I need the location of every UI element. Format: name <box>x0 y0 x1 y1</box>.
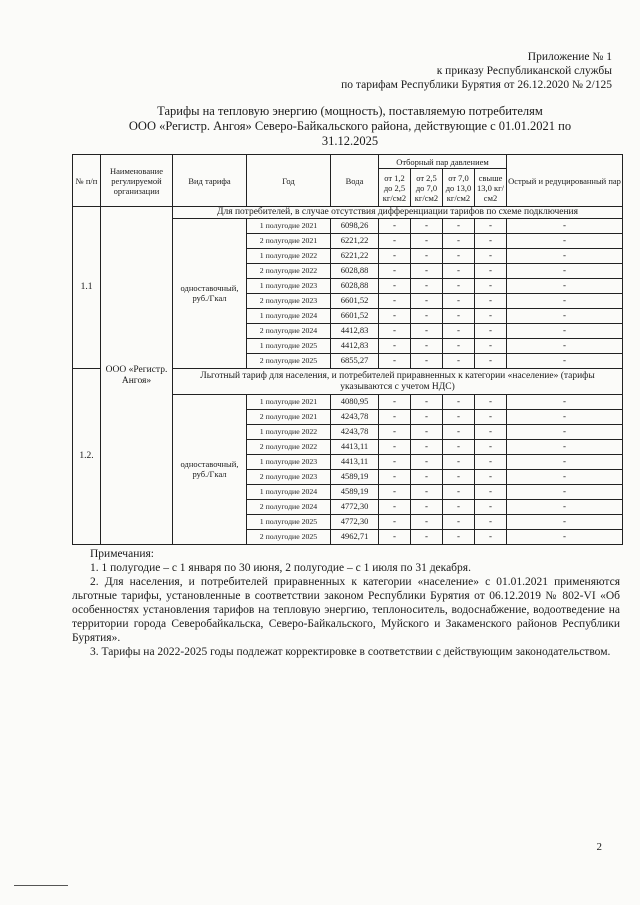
water-value-cell: 4772,30 <box>331 515 379 530</box>
dash-cell: - <box>411 455 443 470</box>
dash-cell: - <box>443 339 475 354</box>
period-cell: 1 полугодие 2022 <box>247 249 331 264</box>
period-cell: 1 полугодие 2023 <box>247 279 331 294</box>
dash-cell: - <box>443 249 475 264</box>
dash-cell: - <box>507 440 623 455</box>
dash-cell: - <box>443 354 475 369</box>
header-num: № п/п <box>73 155 101 207</box>
period-cell: 1 полугодие 2025 <box>247 515 331 530</box>
water-value-cell: 4413,11 <box>331 455 379 470</box>
header-year: Год <box>247 155 331 207</box>
water-value-cell: 4243,78 <box>331 410 379 425</box>
dash-cell: - <box>379 234 411 249</box>
annex-line: Приложение № 1 <box>527 51 612 63</box>
dash-cell: - <box>475 234 507 249</box>
annex-header <box>341 50 612 92</box>
water-value-cell: 4412,83 <box>331 324 379 339</box>
section-number: 1.2. <box>73 369 101 545</box>
title-line: Тарифы на тепловую энергию (мощность), поставляемую потребителям <box>157 104 543 118</box>
dash-cell: - <box>379 219 411 234</box>
dash-cell: - <box>411 249 443 264</box>
dash-cell: - <box>475 500 507 515</box>
note-item: 3. Тарифы на 2022-2025 годы подлежат корректировке в соответствии с действующим законодательством. <box>90 646 611 658</box>
period-cell: 1 полугодие 2024 <box>247 309 331 324</box>
dash-cell: - <box>475 425 507 440</box>
water-value-cell: 6221,22 <box>331 249 379 264</box>
period-cell: 2 полугодие 2022 <box>247 264 331 279</box>
period-cell: 2 полугодие 2025 <box>247 530 331 545</box>
dash-cell: - <box>507 339 623 354</box>
water-value-cell: 4243,78 <box>331 425 379 440</box>
water-value-cell: 6601,52 <box>331 294 379 309</box>
dash-cell: - <box>379 294 411 309</box>
dash-cell: - <box>379 354 411 369</box>
section-band: Для потребителей, в случае отсутствия дифференциации тарифов по схеме подключения <box>173 207 623 219</box>
dash-cell: - <box>411 264 443 279</box>
title-line: 31.12.2025 <box>321 134 379 148</box>
dash-cell: - <box>507 470 623 485</box>
period-cell: 2 полугодие 2021 <box>247 410 331 425</box>
dash-cell: - <box>443 500 475 515</box>
page-number: 2 <box>596 841 602 853</box>
water-value-cell: 4589,19 <box>331 485 379 500</box>
dash-cell: - <box>475 249 507 264</box>
header-steam-col: от 7,0 до 13,0 кг/см2 <box>443 169 475 207</box>
document-title <box>100 104 600 149</box>
water-value-cell: 6028,88 <box>331 279 379 294</box>
header-sharp-steam: Острый и редуцированный пар <box>507 155 623 207</box>
header-tariff-type: Вид тарифа <box>173 155 247 207</box>
dash-cell: - <box>411 440 443 455</box>
dash-cell: - <box>411 324 443 339</box>
period-cell: 2 полугодие 2024 <box>247 500 331 515</box>
water-value-cell: 6028,88 <box>331 264 379 279</box>
water-value-cell: 6098,26 <box>331 219 379 234</box>
period-cell: 2 полугодие 2021 <box>247 234 331 249</box>
dash-cell: - <box>379 309 411 324</box>
water-value-cell: 6221,22 <box>331 234 379 249</box>
water-value-cell: 4412,83 <box>331 339 379 354</box>
dash-cell: - <box>443 515 475 530</box>
period-cell: 1 полугодие 2021 <box>247 219 331 234</box>
dash-cell: - <box>475 395 507 410</box>
period-cell: 1 полугодие 2021 <box>247 395 331 410</box>
dash-cell: - <box>411 294 443 309</box>
dash-cell: - <box>507 395 623 410</box>
dash-cell: - <box>507 249 623 264</box>
dash-cell: - <box>379 249 411 264</box>
dash-cell: - <box>379 339 411 354</box>
dash-cell: - <box>443 309 475 324</box>
dash-cell: - <box>411 470 443 485</box>
dash-cell: - <box>475 264 507 279</box>
dash-cell: - <box>379 395 411 410</box>
notes-heading: Примечания: <box>90 548 154 560</box>
dash-cell: - <box>379 324 411 339</box>
period-cell: 2 полугодие 2022 <box>247 440 331 455</box>
dash-cell: - <box>411 354 443 369</box>
dash-cell: - <box>411 500 443 515</box>
period-cell: 2 полугодие 2023 <box>247 470 331 485</box>
dash-cell: - <box>379 455 411 470</box>
dash-cell: - <box>443 455 475 470</box>
dash-cell: - <box>411 279 443 294</box>
dash-cell: - <box>475 219 507 234</box>
dash-cell: - <box>443 395 475 410</box>
dash-cell: - <box>379 410 411 425</box>
header-steam-col: свыше 13,0 кг/см2 <box>475 169 507 207</box>
water-value-cell: 4772,30 <box>331 500 379 515</box>
dash-cell: - <box>443 485 475 500</box>
dash-cell: - <box>379 500 411 515</box>
section-band: Льготный тариф для населения, и потребителей приравненных к категории «население» (тарифы указываются с учетом НДС) <box>173 369 623 395</box>
organization-name: ООО «Регистр. Ангоя» <box>101 207 173 545</box>
period-cell: 1 полугодие 2025 <box>247 339 331 354</box>
period-cell: 2 полугодие 2025 <box>247 354 331 369</box>
dash-cell: - <box>411 234 443 249</box>
period-cell: 1 полугодие 2024 <box>247 485 331 500</box>
dash-cell: - <box>379 515 411 530</box>
tariff-table <box>72 154 623 545</box>
dash-cell: - <box>379 470 411 485</box>
header-water: Вода <box>331 155 379 207</box>
dash-cell: - <box>507 309 623 324</box>
dash-cell: - <box>507 530 623 545</box>
tariff-type: одноставочный, руб./Гкал <box>173 395 247 545</box>
header-steam-group: Отборный пар давлением <box>379 155 507 169</box>
dash-cell: - <box>475 410 507 425</box>
dash-cell: - <box>507 410 623 425</box>
dash-cell: - <box>507 264 623 279</box>
annex-line: к приказу Республиканской службы <box>436 65 612 77</box>
dash-cell: - <box>411 425 443 440</box>
footer-divider <box>14 885 68 886</box>
dash-cell: - <box>411 485 443 500</box>
dash-cell: - <box>379 440 411 455</box>
header-steam-col: от 1,2 до 2,5 кг/см2 <box>379 169 411 207</box>
dash-cell: - <box>507 515 623 530</box>
dash-cell: - <box>475 440 507 455</box>
water-value-cell: 4962,71 <box>331 530 379 545</box>
title-line: ООО «Регистр. Ангоя» Северо-Байкальского района, действующие с 01.01.2021 по <box>128 119 572 133</box>
section-number: 1.1 <box>73 207 101 369</box>
note-item: 1. 1 полугодие – с 1 января по 30 июня, 2 полугодие – с 1 июля по 31 декабря. <box>90 562 471 574</box>
note-item: 2. Для населения, и потребителей приравненных к категории «население» с 01.01.2021 применяются льготные тарифы, установленные в соответствии законом Республики Бурятия от 06.12.2019 № 802-VI «Об особенностях установления тарифов на тепловую энергию, теплоноситель, водоснабжение, водоотведение на территории города Северобайкальска, Северо-Байкальского, Муйского и Закаменского районов Республики Бурятия». <box>72 576 620 644</box>
dash-cell: - <box>443 264 475 279</box>
dash-cell: - <box>507 234 623 249</box>
dash-cell: - <box>507 485 623 500</box>
water-value-cell: 6855,27 <box>331 354 379 369</box>
dash-cell: - <box>475 530 507 545</box>
tariff-type: одноставочный, руб./Гкал <box>173 219 247 369</box>
dash-cell: - <box>443 219 475 234</box>
header-org: Наименование регулируемой организации <box>101 155 173 207</box>
dash-cell: - <box>507 354 623 369</box>
dash-cell: - <box>411 395 443 410</box>
water-value-cell: 4589,19 <box>331 470 379 485</box>
dash-cell: - <box>507 455 623 470</box>
dash-cell: - <box>507 425 623 440</box>
dash-cell: - <box>475 485 507 500</box>
dash-cell: - <box>475 470 507 485</box>
dash-cell: - <box>411 339 443 354</box>
header-steam-col: от 2,5 до 7,0 кг/см2 <box>411 169 443 207</box>
dash-cell: - <box>411 515 443 530</box>
dash-cell: - <box>507 294 623 309</box>
dash-cell: - <box>443 294 475 309</box>
dash-cell: - <box>507 324 623 339</box>
water-value-cell: 6601,52 <box>331 309 379 324</box>
dash-cell: - <box>379 485 411 500</box>
dash-cell: - <box>411 410 443 425</box>
dash-cell: - <box>507 279 623 294</box>
dash-cell: - <box>443 324 475 339</box>
dash-cell: - <box>379 264 411 279</box>
period-cell: 1 полугодие 2023 <box>247 455 331 470</box>
dash-cell: - <box>379 530 411 545</box>
dash-cell: - <box>443 234 475 249</box>
dash-cell: - <box>443 279 475 294</box>
dash-cell: - <box>443 470 475 485</box>
dash-cell: - <box>475 279 507 294</box>
water-value-cell: 4413,11 <box>331 440 379 455</box>
period-cell: 1 полугодие 2022 <box>247 425 331 440</box>
dash-cell: - <box>411 530 443 545</box>
dash-cell: - <box>411 219 443 234</box>
dash-cell: - <box>475 294 507 309</box>
dash-cell: - <box>443 440 475 455</box>
period-cell: 2 полугодие 2023 <box>247 294 331 309</box>
dash-cell: - <box>475 324 507 339</box>
dash-cell: - <box>475 339 507 354</box>
notes-section <box>72 547 620 659</box>
dash-cell: - <box>411 309 443 324</box>
dash-cell: - <box>475 309 507 324</box>
annex-line: по тарифам Республики Бурятия от 26.12.2020 № 2/125 <box>341 79 612 91</box>
dash-cell: - <box>507 500 623 515</box>
water-value-cell: 4080,95 <box>331 395 379 410</box>
dash-cell: - <box>379 279 411 294</box>
dash-cell: - <box>475 515 507 530</box>
dash-cell: - <box>443 425 475 440</box>
dash-cell: - <box>443 410 475 425</box>
dash-cell: - <box>443 530 475 545</box>
period-cell: 2 полугодие 2024 <box>247 324 331 339</box>
dash-cell: - <box>507 219 623 234</box>
dash-cell: - <box>379 425 411 440</box>
dash-cell: - <box>475 455 507 470</box>
dash-cell: - <box>475 354 507 369</box>
